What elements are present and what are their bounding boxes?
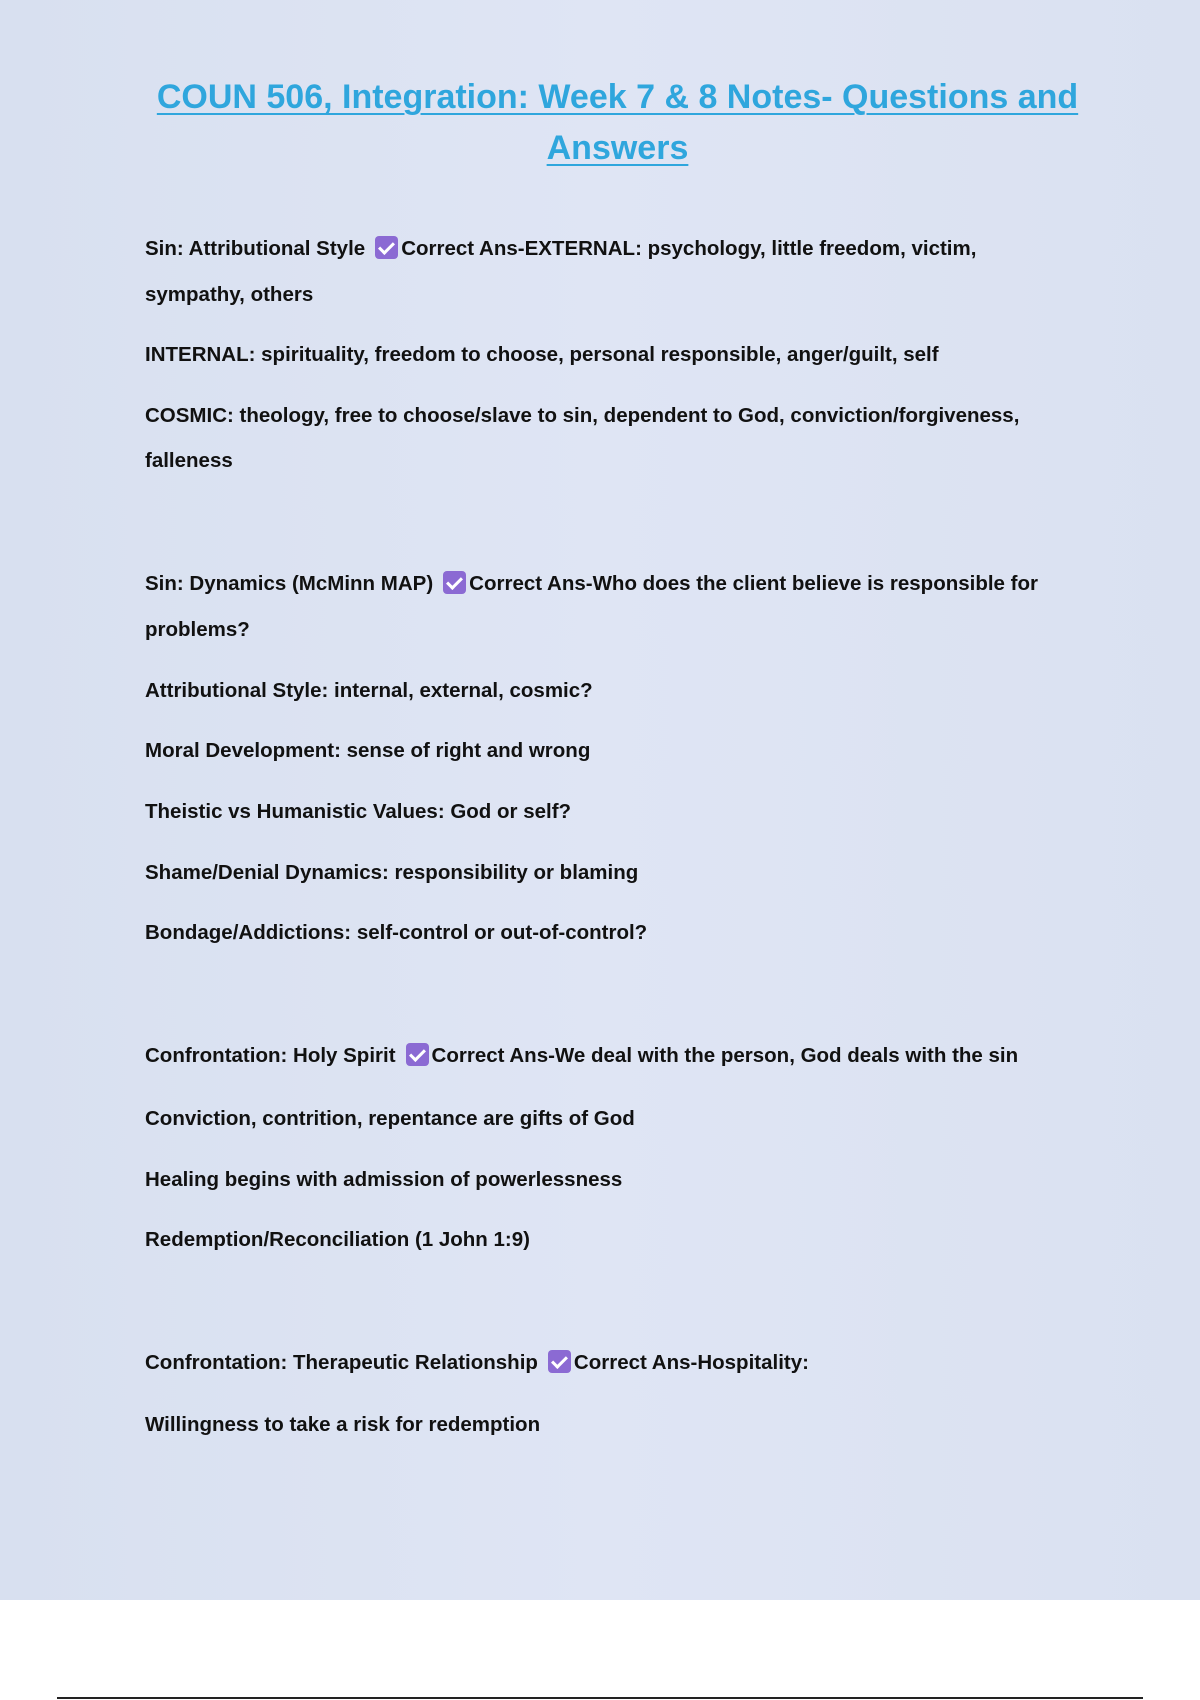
question-1-prompt: Sin: Attributional Style: [145, 237, 366, 260]
question-4-prompt: Confrontation: Therapeutic Relationship: [145, 1351, 538, 1374]
answer-line: Attributional Style: internal, external, cosmic?: [145, 679, 593, 702]
document-title: COUN 506, Integration: Week 7 & 8 Notes- Questions and Answers: [156, 78, 1079, 167]
checkbox-checked-icon: [548, 1350, 571, 1373]
answer-line: Healing begins with admission of powerlessness: [145, 1168, 623, 1191]
question-4-answer: Correct Ans-Hospitality:: [573, 1351, 809, 1374]
answer-line: Redemption/Reconciliation (1 John 1:9): [145, 1228, 530, 1251]
question-1: [145, 226, 1075, 272]
answer-line: Moral Development: sense of right and wrong: [145, 739, 591, 762]
question-2: [145, 561, 1075, 607]
question-3-answer: Correct Ans-We deal with the person, God deals with the sin: [431, 1044, 1019, 1067]
footer-divider: [57, 1697, 1143, 1699]
question-1-answer: Correct Ans-EXTERNAL: psychology, little freedom, victim,: [401, 237, 977, 260]
answer-line: COSMIC: theology, free to choose/slave to sin, dependent to God, conviction/forgiveness,: [145, 404, 1020, 427]
question-2-answer: Correct Ans-Who does the client believe is responsible for: [469, 572, 1038, 595]
question-3: [145, 1033, 1075, 1079]
answer-line: Shame/Denial Dynamics: responsibility or blaming: [145, 861, 639, 884]
answer-line: Willingness to take a risk for redemption: [145, 1413, 541, 1436]
answer-line: INTERNAL: spirituality, freedom to choose, personal responsible, anger/guilt, self: [145, 343, 939, 366]
checkbox-checked-icon: [443, 571, 466, 594]
answer-line: Conviction, contrition, repentance are gifts of God: [145, 1107, 635, 1130]
answer-line: Theistic vs Humanistic Values: God or self?: [145, 800, 572, 823]
answer-line: Bondage/Addictions: self-control or out-of-control?: [145, 921, 648, 944]
answer-line: falleness: [145, 449, 233, 472]
checkbox-checked-icon: [375, 236, 398, 259]
question-2-answer-continued: problems?: [145, 618, 250, 641]
question-3-prompt: Confrontation: Holy Spirit: [145, 1044, 396, 1067]
question-4: [145, 1340, 1075, 1386]
question-1-answer-continued: sympathy, others: [145, 283, 314, 306]
checkbox-checked-icon: [406, 1043, 429, 1066]
question-2-prompt: Sin: Dynamics (McMinn MAP): [145, 572, 434, 595]
